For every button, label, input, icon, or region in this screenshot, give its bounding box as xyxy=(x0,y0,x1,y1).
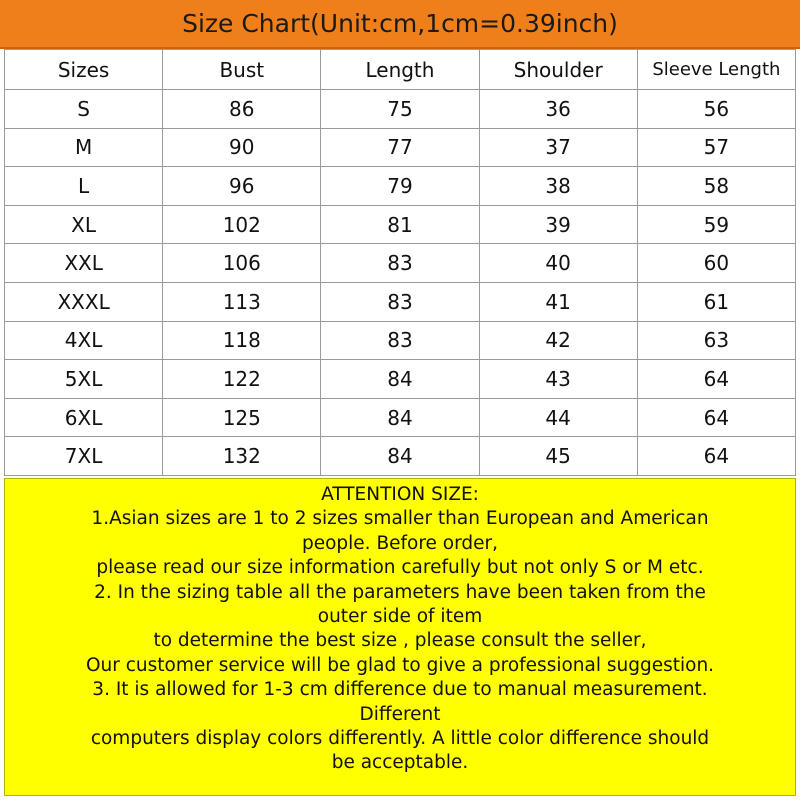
table-cell: 83 xyxy=(321,244,479,283)
table-row xyxy=(5,360,796,399)
table-cell: 81 xyxy=(321,205,479,244)
table-cell: 39 xyxy=(479,205,637,244)
table-row xyxy=(5,321,796,360)
table-cell: 42 xyxy=(479,321,637,360)
table-cell: 56 xyxy=(637,90,795,129)
column-header-bust: Bust xyxy=(163,50,321,90)
table-cell: 58 xyxy=(637,167,795,206)
table-cell: 79 xyxy=(321,167,479,206)
table-cell: S xyxy=(5,90,163,129)
table-cell: 118 xyxy=(163,321,321,360)
table-cell: 5XL xyxy=(5,360,163,399)
table-cell: 59 xyxy=(637,205,795,244)
table-row xyxy=(5,398,796,437)
column-header-sleeve-length: Sleeve Length xyxy=(637,50,795,90)
table-cell: 64 xyxy=(637,398,795,437)
table-cell: 60 xyxy=(637,244,795,283)
table-cell: 84 xyxy=(321,398,479,437)
notice-line: people. Before order, xyxy=(301,532,499,554)
table-cell: 125 xyxy=(163,398,321,437)
table-cell: 96 xyxy=(163,167,321,206)
notice-heading: ATTENTION SIZE: xyxy=(321,484,479,505)
notice-line: be acceptable. xyxy=(331,752,469,774)
notice-line: Different xyxy=(359,703,441,725)
table-cell: XXL xyxy=(5,244,163,283)
table-row xyxy=(5,437,796,476)
table-row xyxy=(5,90,796,129)
table-row xyxy=(5,244,796,283)
notice-line: please read our size information carefully but not only S or M etc. xyxy=(96,557,704,579)
table-cell: M xyxy=(5,128,163,167)
table-header-row xyxy=(5,50,796,90)
notice-line: computers display colors differently. A little color difference should xyxy=(90,728,710,750)
notice-line: 3. It is allowed for 1-3 cm difference due to manual measurement. xyxy=(92,679,708,701)
table-cell: 40 xyxy=(479,244,637,283)
table-cell: 132 xyxy=(163,437,321,476)
table-cell: 122 xyxy=(163,360,321,399)
column-header-sizes: Sizes xyxy=(5,50,163,90)
table-cell: 57 xyxy=(637,128,795,167)
table-cell: L xyxy=(5,167,163,206)
table-cell: 44 xyxy=(479,398,637,437)
table-cell: 86 xyxy=(163,90,321,129)
table-cell: XL xyxy=(5,205,163,244)
table-cell: 7XL xyxy=(5,437,163,476)
table-cell: 6XL xyxy=(5,398,163,437)
table-body xyxy=(5,90,796,476)
table-cell: 75 xyxy=(321,90,479,129)
table-cell: 64 xyxy=(637,437,795,476)
table-row xyxy=(5,282,796,321)
table-cell: 4XL xyxy=(5,321,163,360)
table-row xyxy=(5,128,796,167)
column-header-shoulder: Shoulder xyxy=(479,50,637,90)
table-cell: 43 xyxy=(479,360,637,399)
table-cell: 61 xyxy=(637,282,795,321)
table-row xyxy=(5,167,796,206)
table-cell: 83 xyxy=(321,282,479,321)
notice-line: Our customer service will be glad to give a professional suggestion. xyxy=(85,654,715,676)
table-cell: 63 xyxy=(637,321,795,360)
table-row xyxy=(5,205,796,244)
column-header-length: Length xyxy=(321,50,479,90)
notice-line: outer side of item xyxy=(317,606,483,628)
table-cell: 106 xyxy=(163,244,321,283)
notice-line: to determine the best size , please consult the seller, xyxy=(153,630,647,652)
table-cell: 90 xyxy=(163,128,321,167)
attention-notice xyxy=(4,478,796,796)
table-cell: 37 xyxy=(479,128,637,167)
table-cell: 83 xyxy=(321,321,479,360)
table-cell: 84 xyxy=(321,360,479,399)
table-cell: XXXL xyxy=(5,282,163,321)
size-table xyxy=(4,49,796,476)
notice-line: 1.Asian sizes are 1 to 2 sizes smaller than European and American xyxy=(91,508,709,530)
table-cell: 102 xyxy=(163,205,321,244)
table-cell: 84 xyxy=(321,437,479,476)
table-cell: 36 xyxy=(479,90,637,129)
notice-line: 2. In the sizing table all the parameters have been taken from the xyxy=(94,581,706,603)
table-cell: 77 xyxy=(321,128,479,167)
table-cell: 45 xyxy=(479,437,637,476)
table-cell: 41 xyxy=(479,282,637,321)
table-cell: 38 xyxy=(479,167,637,206)
table-cell: 64 xyxy=(637,360,795,399)
chart-title: Size Chart(Unit:cm,1cm=0.39inch) xyxy=(0,0,800,49)
table-cell: 113 xyxy=(163,282,321,321)
